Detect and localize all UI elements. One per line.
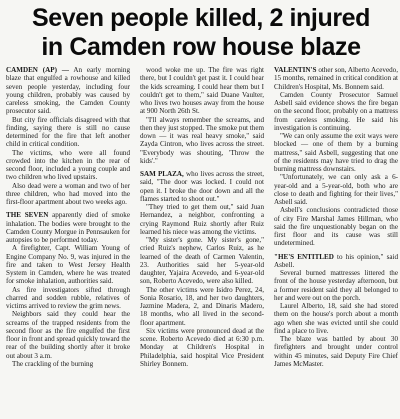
paragraph-text: Neighbors said they could hear the screams of the trapped residents from the second floor as the fire engulfed the first floor in front and spread quickly toward the rear of the building shortly after it broke out about 3 a.m. [6, 310, 130, 360]
article-column-2 [140, 66, 264, 368]
paragraph-text: wood woke me up. The fire was right there, but I couldn't get past it. I could hear the kids screaming. I could hear them but I couldn't get to them," said Duane Vaulter, who lives two houses away from the house at 900 North 26th St. [140, 66, 264, 116]
paragraph-lead: VALENTIN'S [274, 66, 317, 74]
paragraph [140, 327, 264, 368]
paragraph-text: Asbell's conclusions contradicted those of city Fire Marshal James Hillman, who said the fire unquestionably began on the first floor and its cause was still undetermined. [274, 206, 398, 248]
paragraph-text: The victims, who were all found crowded into the kitchen in the rear of second floor, included a young couple and two children who lived upstairs. [6, 148, 130, 182]
paragraph [6, 66, 130, 116]
paragraph [140, 286, 264, 327]
article-column-3 [274, 66, 398, 368]
paragraph [6, 182, 130, 207]
paragraph [274, 253, 398, 270]
paragraph-text: to his opinion," said Asbell. [274, 252, 398, 269]
paragraph [274, 335, 398, 368]
article-column-1 [6, 66, 130, 368]
paragraph [6, 310, 130, 360]
paragraph [274, 173, 398, 206]
paragraph [140, 170, 264, 203]
paragraph-text: apparently died of smoke inhalation. The bodies were brought to the Camden County Morgue in Pennsauken for autopsies to be performed today. [6, 211, 130, 244]
paragraph-text: A firefighter, Capt. William Young of Engine Company No. 9, was injured in the fire and taken to West Jersey Health System in Camden, where he was treated for smoke inhalation, authorities said. [6, 244, 130, 286]
paragraph-lead: "HE'S ENTITLED [274, 252, 334, 261]
paragraph-text: Camden County Prosecutor Samuel Asbell said evidence shows the fire began on the second floor, probably on a mattress from careless smoking. He said his investigation is continuing. [274, 90, 398, 132]
paragraph [274, 206, 398, 247]
headline [6, 4, 396, 62]
paragraph [6, 149, 130, 182]
paragraph [6, 286, 130, 311]
paragraph-text: Also dead were a woman and two of her three children, who had moved into the first-floor apartment about two weeks ago. [6, 181, 130, 206]
paragraph-text: The other victims were Isidro Perez, 24, Sonia Rosario, 18, and her two daughters, Jazmine Madera, 2, and Dinaris Madero, 18 months, who all lived in the second-floor apartment. [140, 285, 264, 327]
paragraph [274, 66, 398, 91]
paragraph-text: As fire investigators sifted through charred and sodden rubble, relatives of victims arrived to review the grim news. [6, 285, 130, 310]
paragraph [140, 66, 264, 116]
paragraph [274, 302, 398, 335]
paragraph [6, 211, 130, 244]
paragraph-text: Six victims were pronounced dead at the scene. Roberto Acevedo died at 6:30 p.m. Monday at Children's Hospital in Philadelphia, said hospital Vice President Shirley Bonnem. [140, 326, 264, 368]
paragraph [140, 116, 264, 166]
paragraph-text: Laurel Alberto, 18, said she had stored them on the house's porch about a month ago when she was evicted until she could find a place to live. [274, 302, 398, 335]
paragraph-lead: SAM PLAZA, [140, 170, 184, 178]
paragraph-text: Several burned mattresses littered the front of the house yesterday afternoon, but a former resident said they all belonged to her and were out on the porch. [274, 269, 398, 302]
paragraph [274, 132, 398, 173]
paragraph [6, 360, 130, 368]
paragraph-text: The blaze was battled by about 30 firefighters and brought under control within 45 minutes, said Deputy Fire Chief James McMaster. [274, 335, 398, 368]
paragraph-text: "They tried to get them out," said Juan Hernandez, a neighbor, confronting a crying Raymond Ruiz shortly after Ruiz learned his niece was among the victims. [140, 203, 264, 236]
headline-line-2: in Camden row house blaze [41, 33, 361, 61]
headline-line-1: Seven people killed, 2 injured [31, 4, 371, 32]
paragraph-lead: CAMDEN (AP) — [6, 66, 69, 74]
paragraph-text: "We can only assume the exit ways were blocked — one of them by a burning mattress," said Asbell, suggesting that one of the residents may have tried to drag the burning mattress downstairs. [274, 132, 398, 173]
paragraph-text: other son, Alberto Acevedo, 15 months, remained in critical condition at Children's Hospital, Ms. Bonnem said. [274, 66, 398, 91]
paragraph-text: "I'll always remember the screams, and then they just stopped. The smoke put them down — it was real heavy smoke," said Zayda Cintron, who lives across the street. "Everybody was shouting, 'Throw the kids'." [140, 115, 264, 165]
paragraph-text: "Unfortunately, we can only ask a 6-year-old and a 5-year-old, both who are close to death and fighting for their lives," Asbell said. [274, 173, 398, 206]
paragraph [274, 269, 398, 302]
paragraph-text: who lives across the street, said, "The door was locked. I could not open it. I broke the door down and all the flames started to shoot out." [140, 170, 264, 203]
paragraph [6, 244, 130, 285]
paragraph [274, 91, 398, 132]
paragraph [140, 236, 264, 286]
paragraph-text: An early morning blaze that engulfed a rowhouse and killed seven people yesterday, including four young children, probably was caused by careless smoking, the Camden County prosecutor said. [6, 66, 130, 116]
paragraph-lead: THE SEVEN [6, 211, 49, 220]
paragraph [6, 116, 130, 149]
paragraph [140, 203, 264, 236]
paragraph-text: "My sister's gone. My sister's gone," cried Ruiz's nephew, Carlos Ruiz, as he learned of the death of Carmen Valentin, 23. Authorities said her 5-year-old daughter, Yajaira Acevedo, and 6-year-old son, Roberto Acevedo, were also killed. [140, 236, 264, 286]
paragraph-text: The crackling of the burning [12, 359, 94, 368]
paragraph-text: But city fire officials disagreed with that finding, saying there is still no cause determined for the fire that left another child in critical condition. [6, 115, 130, 149]
